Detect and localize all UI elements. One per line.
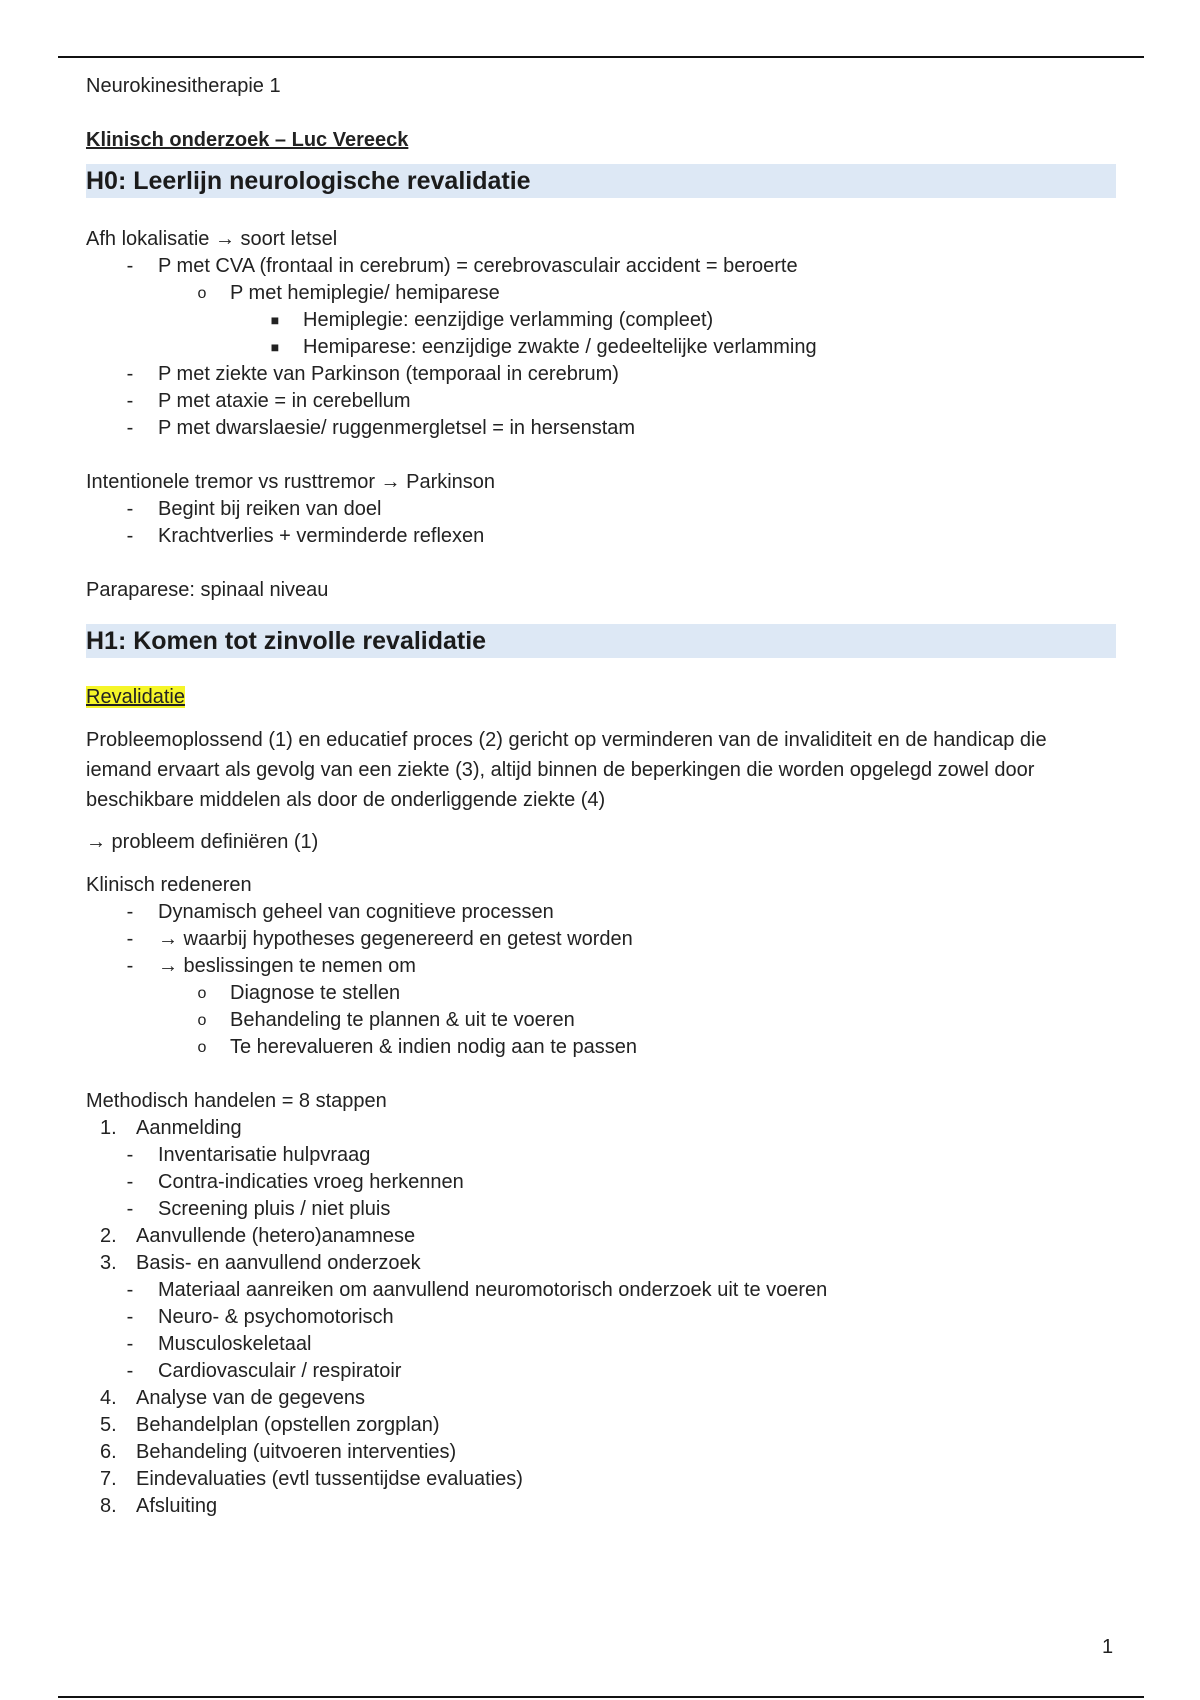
list-item: - Begint bij reiken van doel bbox=[86, 496, 1116, 523]
list-item: - Cardiovasculair / respiratoir bbox=[86, 1358, 1116, 1385]
heading-h0: H0: Leerlijn neurologische revalidatie bbox=[86, 164, 1116, 198]
method-title: Methodisch handelen = 8 stappen bbox=[86, 1090, 387, 1112]
dash-bullet: - bbox=[126, 955, 134, 977]
list-item: - Inventarisatie hulpvraag bbox=[86, 1142, 1116, 1169]
definition-line: Probleemoplossend (1) en educatief proces (2) gericht op verminderen van de invaliditeit en de handicap die bbox=[86, 729, 1047, 751]
list-item: - Screening pluis / niet pluis bbox=[86, 1196, 1116, 1223]
dash-bullet: - bbox=[126, 363, 134, 385]
step-item: 3. Basis- en aanvullend onderzoek bbox=[100, 1252, 421, 1274]
list-item: - Materiaal aanreiken om aanvullend neuromotorisch onderzoek uit te voeren bbox=[86, 1277, 1116, 1304]
dash-bullet: - bbox=[126, 1279, 134, 1301]
step-item: 5. Behandelplan (opstellen zorgplan) bbox=[100, 1414, 440, 1436]
tremor-text: Intentionele tremor vs rusttremor → Parkinson bbox=[86, 471, 496, 493]
list-item: - Musculoskeletaal bbox=[86, 1331, 1116, 1358]
bottom-rule bbox=[58, 1696, 1144, 1698]
square-bullet: ■ bbox=[270, 312, 280, 328]
list-item: - P met CVA (frontaal in cerebrum) = cerebrovasculair accident = beroerte bbox=[86, 253, 1116, 280]
list-item: - → beslissingen te nemen om bbox=[86, 953, 1116, 980]
dash-bullet: - bbox=[126, 928, 134, 950]
document-title: Klinisch onderzoek – Luc Vereeck bbox=[86, 129, 409, 151]
list-item: o Behandeling te plannen & uit te voeren bbox=[86, 1007, 1116, 1034]
dash-bullet: - bbox=[126, 901, 134, 923]
step-item: 7. Eindevaluaties (evtl tussentijdse evaluaties) bbox=[100, 1468, 523, 1490]
h0-intro: Afh lokalisatie → soort letsel bbox=[86, 228, 338, 250]
dash-bullet: - bbox=[126, 1198, 134, 1220]
definition-line: beschikbare middelen als door de onderliggende ziekte (4) bbox=[86, 789, 606, 811]
dash-bullet: - bbox=[126, 1333, 134, 1355]
course-name: Neurokinesitherapie 1 bbox=[86, 75, 281, 97]
dash-bullet: - bbox=[126, 1360, 134, 1382]
paraparese-text: Paraparese: spinaal niveau bbox=[86, 579, 329, 601]
list-item: - Neuro- & psychomotorisch bbox=[86, 1304, 1116, 1331]
list-item: - Dynamisch geheel van cognitieve processen bbox=[86, 899, 1116, 926]
page-number: 1 bbox=[1102, 1636, 1114, 1658]
step-item: 4. Analyse van de gegevens bbox=[100, 1387, 366, 1409]
problem-define: → probleem definiëren (1) bbox=[86, 831, 319, 853]
definition-line: iemand ervaart als gevolg van een ziekte (3), altijd binnen de beperkingen die worden opgelegd zowel door bbox=[86, 759, 1035, 781]
dash-bullet: - bbox=[126, 390, 134, 412]
list-item: - P met ataxie = in cerebellum bbox=[86, 388, 1116, 415]
step-item: 2. Aanvullende (hetero)anamnese bbox=[100, 1225, 416, 1247]
dash-bullet: - bbox=[126, 525, 134, 547]
circle-bullet: o bbox=[197, 1012, 207, 1029]
square-bullet: ■ bbox=[270, 339, 280, 355]
list-item: - P met ziekte van Parkinson (temporaal in cerebrum) bbox=[86, 361, 1116, 388]
list-item: - P met dwarslaesie/ ruggenmergletsel = in hersenstam bbox=[86, 415, 1116, 442]
step-item: 6. Behandeling (uitvoeren interventies) bbox=[100, 1441, 457, 1463]
list-item: - Contra-indicaties vroeg herkennen bbox=[86, 1169, 1116, 1196]
list-item: - Krachtverlies + verminderde reflexen bbox=[86, 523, 1116, 550]
dash-bullet: - bbox=[126, 498, 134, 520]
circle-bullet: o bbox=[197, 1039, 207, 1056]
highlighted-term: Revalidatie bbox=[86, 686, 185, 708]
list-item: ■ Hemiparese: eenzijdige zwakte / gedeeltelijke verlamming bbox=[86, 334, 1116, 361]
document-body bbox=[86, 72, 1116, 1520]
step-item: 8. Afsluiting bbox=[100, 1495, 218, 1517]
list-item: o P met hemiplegie/ hemiparese bbox=[86, 280, 1116, 307]
dash-bullet: - bbox=[126, 1306, 134, 1328]
dash-bullet: - bbox=[126, 255, 134, 277]
circle-bullet: o bbox=[197, 985, 207, 1002]
dash-bullet: - bbox=[126, 1144, 134, 1166]
top-rule bbox=[58, 56, 1144, 58]
heading-h1: H1: Komen tot zinvolle revalidatie bbox=[86, 624, 1116, 658]
list-item: ■ Hemiplegie: eenzijdige verlamming (compleet) bbox=[86, 307, 1116, 334]
dash-bullet: - bbox=[126, 417, 134, 439]
step-item: 1. Aanmelding bbox=[100, 1117, 242, 1139]
clinical-title: Klinisch redeneren bbox=[86, 874, 252, 896]
term-line bbox=[86, 684, 1116, 711]
dash-bullet: - bbox=[126, 1171, 134, 1193]
list-item: - → waarbij hypotheses gegenereerd en getest worden bbox=[86, 926, 1116, 953]
list-item: o Te herevalueren & indien nodig aan te passen bbox=[86, 1034, 1116, 1061]
list-item: o Diagnose te stellen bbox=[86, 980, 1116, 1007]
circle-bullet: o bbox=[197, 285, 207, 302]
